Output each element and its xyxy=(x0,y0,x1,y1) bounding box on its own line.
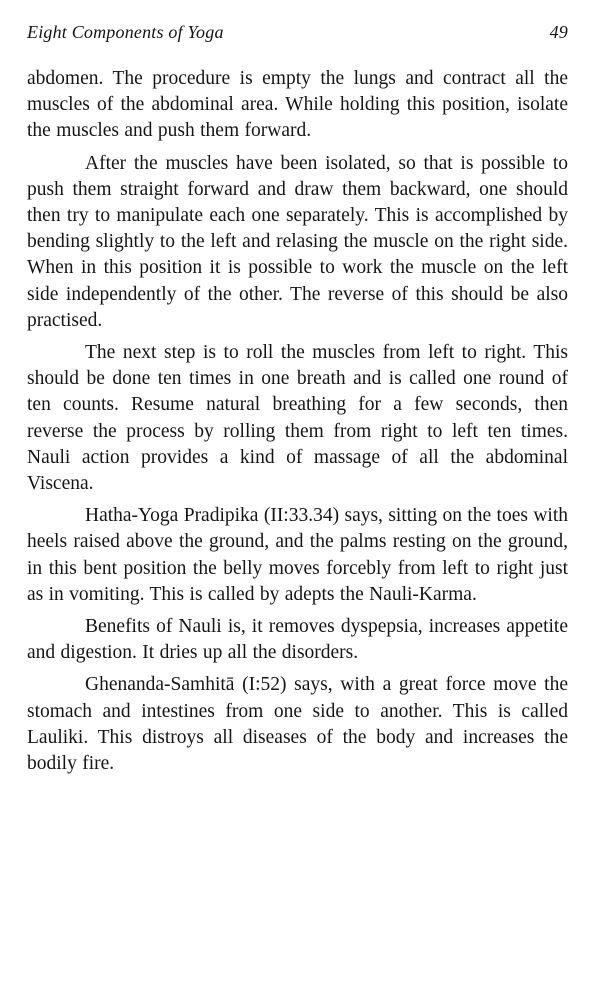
page-number: 49 xyxy=(549,22,568,42)
paragraph-3: The next step is to roll the muscles from left to right. This should be done ten times in one breath and is called one round of ten counts. Resume natural breathing for a few seconds, then reverse the process by rolling them from right to left ten times. Nauli action provides a kind of massage of all the abdominal Viscena. xyxy=(27,342,568,495)
paragraph-6: Ghenanda-Samhitā (I:52) says, with a great force move the stomach and intestines from one side to another. This is called Lauliki. This distroys all diseases of the body and increases the bodily fire. xyxy=(27,674,568,775)
page-header xyxy=(27,22,568,50)
paragraph-2: After the muscles have been isolated, so that is possible to push them straight forward and draw them backward, one should then try to manipulate each one separately. This is accomplished by bending slightly to the left and relasing the muscle on the right side. When in this position it is possible to work the muscle on the left side independently of the other. The reverse of this should be also practised. xyxy=(27,152,568,331)
paragraph-4: Hatha-Yoga Pradipika (II:33.34) says, sitting on the toes with heels raised above the ground, and the palms resting on the ground, in this bent position the belly moves forcebly from left to right just as in vomiting. This is called by adepts the Nauli-Karma. xyxy=(27,505,568,605)
running-title: Eight Components of Yoga xyxy=(27,22,224,42)
paragraph-1: abdomen. The procedure is empty the lungs and contract all the muscles of the abdominal area. While holding this position, isolate the muscles and push them forward. xyxy=(27,68,568,142)
paragraph-5: Benefits of Nauli is, it removes dyspepsia, increases appetite and digestion. It dries up all the disorders. xyxy=(27,616,568,664)
body-text xyxy=(27,66,568,783)
